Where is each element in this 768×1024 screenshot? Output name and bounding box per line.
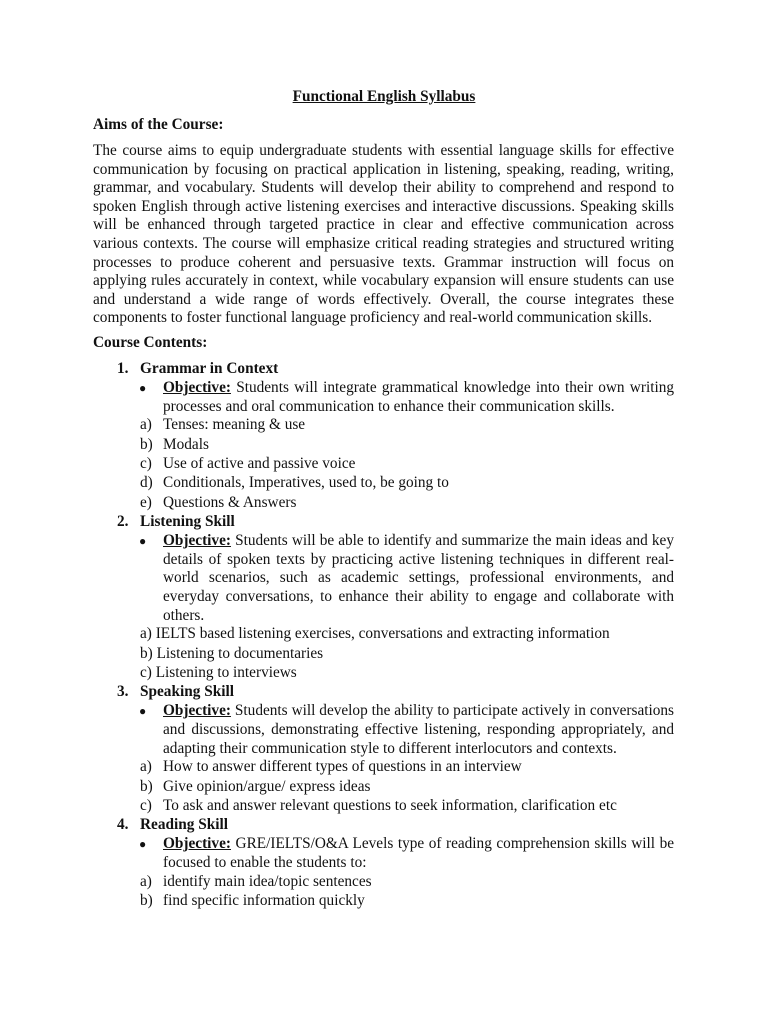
section-grammar <box>0 360 768 513</box>
objective-label: Objective: <box>163 379 231 397</box>
objective-text: Students will be able to identify and summarize the main ideas and key details of spoken texts by practicing active listening techniques in different real-world scenarios, such as academic settings, professional environments, and everyday conversations, to enhance their ability to engage and collaborate with others. <box>163 532 674 624</box>
list-item <box>0 416 768 435</box>
item-text: identify main idea/topic sentences <box>163 872 372 890</box>
list-item <box>0 797 768 816</box>
bullet-icon: ● <box>139 534 147 549</box>
list-item <box>0 474 768 493</box>
list-item <box>0 494 768 513</box>
section-listening <box>0 513 768 683</box>
aims-paragraph: The course aims to equip undergraduate students with essential language skills for effective communication by focusing on practical application in listening, speaking, reading, writing, grammar, and vocabulary. Students will develop their ability to comprehend and respond to spoken English through active listening exercises and interactive discussions. Speaking skills will be enhanced through targeted practice in clear and effective communication across various contexts. The course will emphasize critical reading strategies and structured writing processes to produce coherent and persuasive texts. Grammar instruction will focus on applying rules accurately in context, while vocabulary expansion will ensure students can use and understand a wide range of words effectively. Overall, the course integrates these components to foster functional language proficiency and real-world communication skills. <box>93 142 674 327</box>
section-heading <box>0 360 768 379</box>
list-item <box>0 455 768 474</box>
item-text: How to answer different types of questions in an interview <box>163 758 522 776</box>
item-letter: d) <box>140 474 153 492</box>
item-letter: e) <box>140 493 152 511</box>
section-number: 4. <box>117 816 129 834</box>
section-heading <box>0 816 768 835</box>
course-contents-heading: Course Contents: <box>93 334 208 351</box>
item-letter: a) <box>140 872 152 890</box>
section-heading <box>0 683 768 702</box>
section-title: Speaking Skill <box>140 683 234 701</box>
section-title: Listening Skill <box>140 512 235 530</box>
objective-label: Objective: <box>163 532 231 550</box>
objective-label: Objective: <box>163 835 231 853</box>
document-title: Functional English Syllabus <box>292 88 476 105</box>
item-text: Give opinion/argue/ express ideas <box>163 777 371 795</box>
item-letter: c) <box>140 455 152 473</box>
item-text: Modals <box>163 435 209 453</box>
objective-label: Objective: <box>163 702 231 720</box>
aims-heading: Aims of the Course: <box>93 116 224 133</box>
section-objective <box>139 835 675 872</box>
section-objective <box>139 532 674 625</box>
list-item: a) IELTS based listening exercises, conversations and extracting information <box>140 625 610 643</box>
list-item <box>0 892 768 911</box>
section-speaking <box>0 683 768 816</box>
section-title: Reading Skill <box>140 816 228 834</box>
list-item <box>0 778 768 797</box>
bullet-icon: ● <box>139 837 147 852</box>
item-text: To ask and answer relevant questions to seek information, clarification etc <box>163 796 617 814</box>
section-title: Grammar in Context <box>140 360 279 377</box>
list-item <box>0 758 768 777</box>
section-objective <box>139 379 674 416</box>
item-text: Conditionals, Imperatives, used to, be going to <box>163 474 449 492</box>
item-letter: a) <box>140 416 152 434</box>
objective-text: Students will develop the ability to participate actively in conversations and discussions, demonstrating effective listening, responding appropriately, and adapting their communication style to different interlocutors and contexts. <box>163 702 674 757</box>
section-number: 3. <box>117 683 129 701</box>
item-letter: b) <box>140 891 153 909</box>
section-heading <box>0 513 768 532</box>
list-item: c) Listening to interviews <box>140 663 297 681</box>
objective-text: Students will integrate grammatical knowledge into their own writing processes and oral communication to enhance their communication skills. <box>163 379 674 415</box>
list-item <box>0 436 768 455</box>
list-item <box>0 873 768 892</box>
item-text: Tenses: meaning & use <box>163 416 306 434</box>
item-letter: b) <box>140 777 153 795</box>
item-text: find specific information quickly <box>163 891 365 909</box>
item-letter: a) <box>140 758 152 776</box>
objective-text: GRE/IELTS/O&A Levels type of reading comprehension skills will be focused to enable the students to: <box>163 835 675 871</box>
section-number: 1. <box>117 360 129 377</box>
bullet-icon: ● <box>139 381 147 396</box>
course-contents-list <box>0 360 768 911</box>
section-objective <box>139 702 674 758</box>
bullet-icon: ● <box>139 704 147 719</box>
section-reading <box>0 816 768 911</box>
section-number: 2. <box>117 512 129 530</box>
item-text: Use of active and passive voice <box>163 455 356 473</box>
list-item: b) Listening to documentaries <box>140 644 324 662</box>
item-letter: c) <box>140 796 152 814</box>
item-letter: b) <box>140 435 153 453</box>
item-text: Questions & Answers <box>163 493 297 511</box>
